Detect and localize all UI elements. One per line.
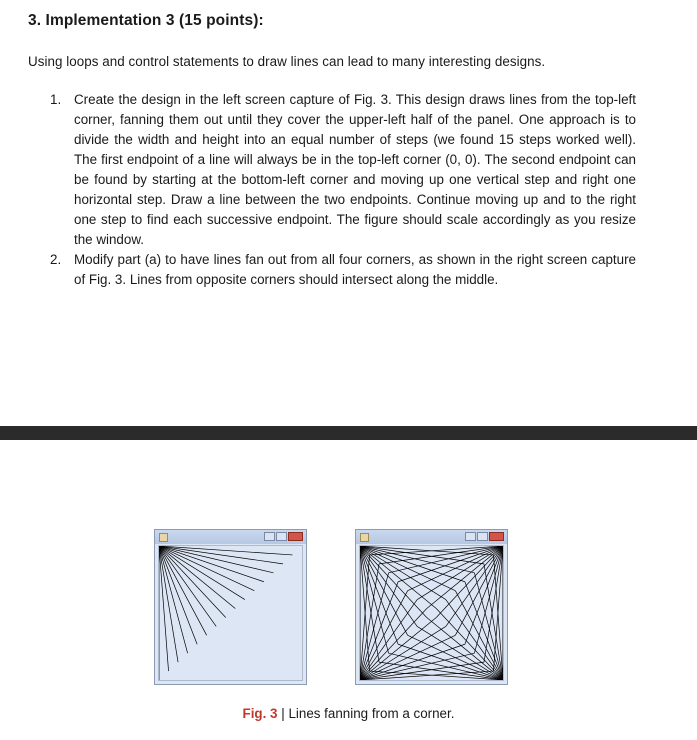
item-text: Modify part (a) to have lines fan out from all four corners, as shown in the right screen capture of Fig. 3. Lines from opposite corners should intersect along the middle. (74, 252, 636, 287)
page-divider (0, 426, 697, 440)
left-screen-capture (154, 529, 307, 685)
fan-line (398, 644, 503, 680)
item-number: 2. (50, 252, 62, 267)
drawing-panel (158, 545, 303, 681)
fan-line (398, 546, 503, 582)
fan-line (159, 546, 197, 644)
right-screen-capture (355, 529, 508, 685)
maximize-icon (477, 532, 488, 541)
minimize-icon (264, 532, 275, 541)
close-icon (288, 532, 303, 541)
instruction-item (50, 250, 636, 290)
figure-label: Fig. 3 (242, 706, 278, 721)
fan-four-corners-drawing (360, 546, 503, 680)
fan-line (360, 582, 398, 680)
app-icon (360, 533, 369, 542)
window-titlebar (356, 530, 507, 544)
caption-separator: | (281, 706, 285, 721)
fan-one-corner-drawing (159, 546, 302, 680)
window-titlebar (155, 530, 306, 544)
instruction-item (50, 90, 636, 250)
item-text: Create the design in the left screen capture of Fig. 3. This design draws lines from the top-left corner, fanning them out until they cover the upper-left half of the panel. One approach is to divide the width and height into an equal number of steps (we found 15 steps worked well). The first endpoint of a line will always be in the top-left corner (0, 0). The second endpoint can be found by starting at the bottom-left corner and moving up one vertical step and right one horizontal step. Draw a line between the two endpoints. Continue moving up and to the right one step to find each successive endpoint. The figure should scale accordingly as you resize the window. (74, 92, 636, 247)
instruction-list (50, 90, 636, 290)
intro-paragraph: Using loops and control statements to draw lines can lead to many interesting designs. (28, 54, 546, 69)
section-heading: 3. Implementation 3 (15 points): (28, 12, 264, 29)
item-number: 1. (50, 92, 62, 107)
fan-line (360, 546, 398, 644)
fan-line (465, 582, 503, 680)
fan-line (159, 546, 264, 582)
minimize-icon (465, 532, 476, 541)
fan-line (360, 644, 465, 680)
close-icon (489, 532, 504, 541)
figure-caption (0, 706, 697, 721)
app-icon (159, 533, 168, 542)
fan-line (360, 546, 465, 582)
maximize-icon (276, 532, 287, 541)
caption-text: Lines fanning from a corner. (288, 706, 455, 721)
fan-line (465, 546, 503, 644)
drawing-panel (359, 545, 504, 681)
